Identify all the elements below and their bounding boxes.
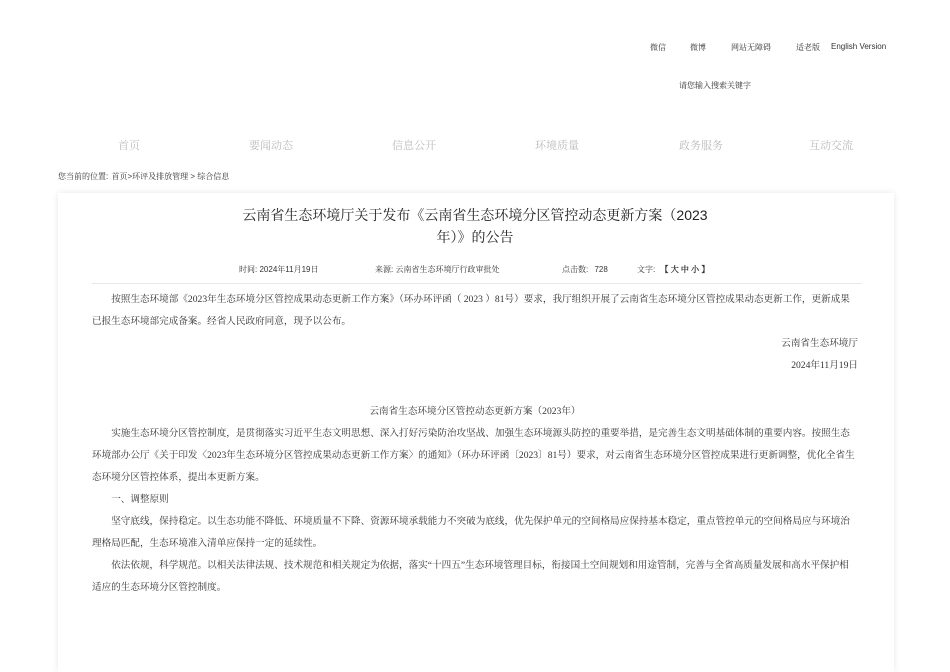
- breadcrumb-prefix: 您当前的位置:: [58, 172, 109, 181]
- meta-views-value: 728: [594, 265, 608, 274]
- article-title: 云南省生态环境厅关于发布《云南省生态环境分区管控动态更新方案（2023年）》的公告: [242, 207, 708, 245]
- meta-font-label: 文字:: [637, 265, 656, 274]
- nav-item-gov-services[interactable]: 政务服务: [679, 140, 723, 152]
- main-nav: [0, 137, 950, 153]
- article-plan: [92, 401, 858, 599]
- section-heading-1: 一、调整原则: [111, 494, 169, 505]
- intro-paragraph: 按照生态环境部《2023年生态环境分区管控成果动态更新工作方案》（环办环评函（ 2023 ）81号）要求，我厅组织开展了云南省生态环境分区管控成果动态更新工作，更新成果已报生态环境部完成备案。经省人民政府同意，现予以公布。: [92, 294, 850, 327]
- nav-item-interaction[interactable]: 互动交流: [809, 140, 853, 152]
- plan-paragraph-2: 坚守底线，保持稳定。以生态功能不降低、环境质量不下降、资源环境承载能力不突破为底线，优先保护单元的空间格局应保持基本稳定，重点管控单元的空间格局应与环境治理格局匹配，生态环境准入清单应保持一定的延续性。: [92, 516, 850, 549]
- meta-date-value: 2024年11月19日: [259, 265, 319, 274]
- meta-date: [239, 264, 318, 275]
- meta-divider: [92, 283, 862, 284]
- meta-views: [562, 264, 608, 275]
- wechat-link[interactable]: 微信: [650, 43, 666, 52]
- plan-paragraph-1: 实施生态环境分区管控制度，是贯彻落实习近平生态文明思想、深入打好污染防治攻坚战、加强生态环境源头防控的重要举措，是完善生态文明基础体制的重要内容。按照生态环境部办公厅《关于印发〈2023年生态环境分区管控成果动态更新工作方案〉的通知》（环办环评函〔2023〕81号）要求，对云南省生态环境分区管控成果进行更新调整，优化全省生态环境分区管控体系，提出本更新方案。: [92, 428, 855, 483]
- font-size-switcher[interactable]: 【 大 中 小 】: [660, 265, 710, 274]
- meta-date-label: 时间:: [239, 265, 258, 274]
- plan-paragraph-3: 依法依规，科学规范。以相关法律法规、技术规范和相关规定为依据，落实“十四五”生态环境管理目标，衔接国土空间规划和用途管制，完善与全省高质量发展和高水平保护相适应的生态环境分区管控制度。: [92, 560, 849, 593]
- elderly-mode-link[interactable]: 适老版: [796, 43, 820, 52]
- meta-views-label: 点击数:: [562, 265, 589, 274]
- article-body: [92, 289, 858, 377]
- meta-font-size: [637, 264, 709, 275]
- sign-date: 2024年11月19日: [791, 360, 858, 371]
- plan-subtitle: 云南省生态环境分区管控动态更新方案（2023年）: [369, 406, 581, 417]
- breadcrumb: [58, 171, 230, 182]
- weibo-link[interactable]: 微博: [690, 43, 706, 52]
- meta-source: [375, 264, 499, 275]
- search-input[interactable]: 请您输入搜索关键字: [679, 81, 751, 90]
- nav-item-env-quality[interactable]: 环境质量: [535, 140, 579, 152]
- breadcrumb-path[interactable]: 首页>环评及排放管理 > 综合信息: [111, 172, 230, 181]
- meta-source-value: 云南省生态环境厅行政审批处: [395, 265, 500, 274]
- english-version-link[interactable]: English Version: [831, 42, 887, 51]
- nav-item-home[interactable]: 首页: [118, 140, 140, 152]
- accessibility-link[interactable]: 网站无障碍: [731, 43, 771, 52]
- nav-item-info-public[interactable]: 信息公开: [392, 140, 436, 152]
- nav-item-news[interactable]: 要闻动态: [249, 140, 293, 152]
- meta-source-label: 来源:: [375, 265, 394, 274]
- signature: 云南省生态环境厅: [781, 338, 858, 349]
